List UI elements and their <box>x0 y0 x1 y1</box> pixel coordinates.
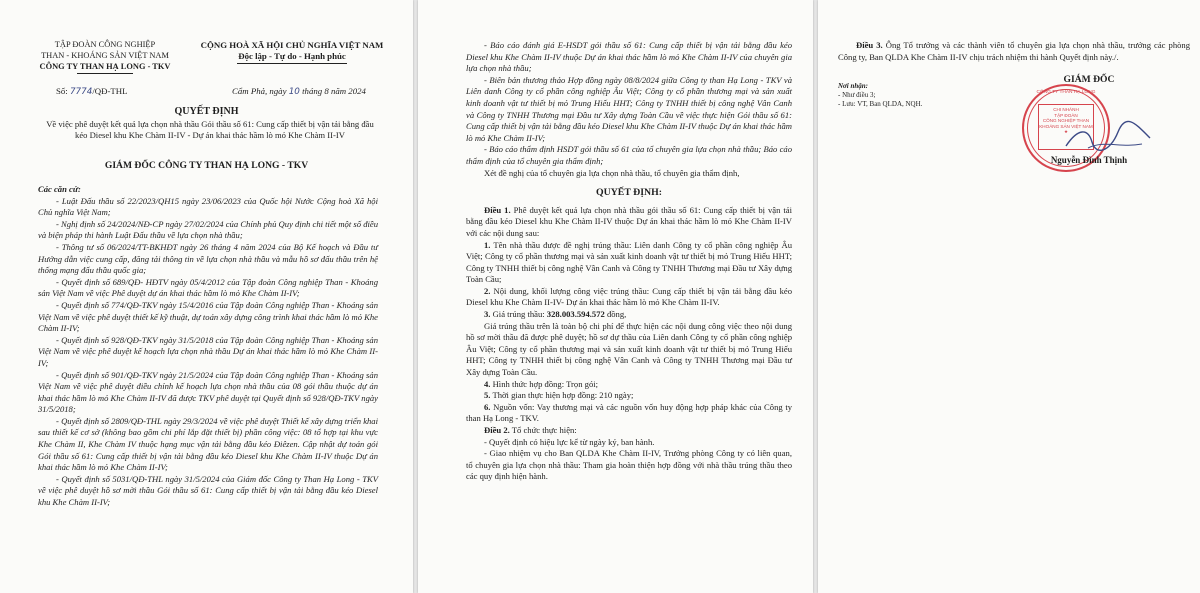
item-text: Nội dung, khối lượng công việc trúng thầu: Cung cấp thiết bị vận tải bằng đầu kéo Diesel khu Khe Chàm II-IV- Dự án khai thác hầm lò mỏ Khe Chàm II-IV. <box>466 285 792 308</box>
number-suffix: /QĐ-THL <box>92 86 128 96</box>
article-1-item-6 <box>466 402 792 425</box>
motto-underline <box>237 63 347 64</box>
basis-item: - Nghị định số 24/2024/NĐ-CP ngày 27/02/2024 của Chính phủ Quy định chi tiết một số điều và biện pháp thi hành Luật Đấu thầu về lựa chọn nhà thầu; <box>38 218 378 241</box>
basis-item: - Biên bản thương thảo Hợp đồng ngày 08/8/2024 giữa Công ty than Hạ Long - TKV và Liên danh Công ty cổ phần công nghiệp Âu Việt; Công ty cổ phần thương mại và sản xuất kinh doanh vật tư thiết bị mỏ Trung Hiếu HHT; Công ty TNHH thiết bị công nghệ Vân Canh và Công ty TNHH Thương mại Đầu tư Xây dựng Toàn Cầu về việc thực hiện Gói thầu số 61: Cung cấp thiết bị vận tải bằng đầu kéo Diesel khu Khe Chàm II-IV thuộc Dự án khai thác hầm lò mỏ Khe Chàm II-IV; <box>466 74 792 143</box>
seal-line: ★ <box>1063 129 1069 135</box>
org-line-1: TẬP ĐOÀN CÔNG NGHIỆP <box>54 40 156 49</box>
document-page-2 <box>418 0 813 593</box>
document-date <box>232 86 412 99</box>
article-1-item-2 <box>466 286 792 309</box>
basis-heading: Các căn cứ: <box>38 184 81 194</box>
item-label: 5. <box>484 390 491 401</box>
signer-title: GIÁM ĐỐC <box>1063 74 1115 85</box>
basis-item: - Luật Đấu thầu số 22/2023/QH15 ngày 23/06/2023 của Quốc hội Nước Cộng hoà Xã hội Chủ nghĩa Việt Nam; <box>38 195 378 218</box>
seal-line: KHOÁNG SẢN VIỆT NAM <box>1039 123 1093 129</box>
recipient-item: - Lưu: VT, Ban QLDA, NQH. <box>838 100 923 108</box>
issuing-organization <box>30 40 180 74</box>
signer-name: Nguyễn Đình Thịnh <box>1050 155 1128 165</box>
contract-value: 328.003.594.572 <box>546 309 605 320</box>
seal-line: TẬP ĐOÀN <box>1054 112 1078 118</box>
basis-item: - Báo cáo đánh giá E-HSDT gói thầu số 61: Cung cấp thiết bị vận tải bằng đầu kéo Diesel khu Khe Chàm II-IV thuộc Dự án khai thác hầm lò mỏ Khe Chàm II-IV của chuyên gia lựa chọn nhà thầu; <box>466 40 792 74</box>
basis-item: - Quyết định số 689/QĐ- HĐTV ngày 05/4/2012 của Tập đoàn Công nghiệp Than - Khoáng sản Việt Nam về việc Phê duyệt dự án khai thác hầm lò mỏ Khe Chàm II-IV; <box>38 276 378 299</box>
article-1-item-3 <box>466 309 792 321</box>
item-text: Giá trúng thầu: <box>490 309 547 320</box>
decision-heading: QUYẾT ĐỊNH: <box>596 187 662 199</box>
article-1-item-1 <box>466 240 792 286</box>
org-line-3: CÔNG TY THAN HẠ LONG - TKV <box>39 61 171 71</box>
handwritten-number: 7774 <box>69 87 93 97</box>
article-2 <box>466 425 792 437</box>
article-3 <box>838 40 1190 63</box>
issuing-authority: GIÁM ĐỐC CÔNG TY THAN HẠ LONG - TKV <box>104 160 309 171</box>
currency-unit: đồng, <box>604 309 627 320</box>
basis-item: - Quyết định số 901/QĐ-TKV ngày 21/5/2024 của Tập đoàn Công nghiệp Than - Khoáng sản Việt Nam về việc phê duyệt điều chỉnh kế hoạch lựa chọn nhà thầu của 08 gói thầu thuộc dự án khai thác hầm lò mỏ Khe Chàm II-IV đã được TKV phê duyệt tại Quyết định số 928/QĐ-TKV ngày 31/5/2018; <box>38 369 378 415</box>
basis-item: - Thông tư số 06/2024/TT-BKHĐT ngày 26 tháng 4 năm 2024 của Bộ Kế hoạch và Đầu tư Hướng dẫn việc cung cấp, đăng tải thông tin về lựa chọn nhà thầu và mẫu hồ sơ đấu thầu trên hệ thống mạng đấu thầu quốc gia; <box>38 241 378 276</box>
basis-item: - Quyết định số 928/QĐ-TKV ngày 31/5/2018 của Tập đoàn Công nghiệp Than - Khoáng sản Việt Nam về việc phê duyệt kế hoạch lựa chọn nhà thầu Dự án khai thác hầm lò mỏ Khe Chàm II-IV; <box>38 334 378 368</box>
proposal-text: Xét đề nghị của tổ chuyên gia lựa chọn nhà thầu, tổ chuyên gia thẩm định, <box>484 167 740 178</box>
article-2-text: Tổ chức thực hiện: <box>509 425 577 435</box>
item-text: Tên nhà thầu được đề nghị trúng thầu: Liên danh Công ty cổ phần công nghiệp Âu Việt; Công ty cổ phần thương mại và sản xuất kinh doanh vật tư thiết bị mỏ Trung Hiếu HHT; Công ty TNHH thiết bị công nghệ Vân Canh và Công ty TNHH Thương mại Đầu tư Xây dựng Toàn Cầu; <box>466 239 792 285</box>
document-subject <box>20 119 400 141</box>
item-label: 6. <box>484 401 491 412</box>
basis-item: - Báo cáo thẩm định HSDT gói thầu số 61 của tổ chuyên gia lựa chọn nhà thầu; Báo cáo thẩm định của tổ chuyên gia thẩm định; <box>466 144 792 166</box>
article-2-item: - Quyết định có hiệu lực kể từ ngày ký, ban hành. <box>484 436 655 447</box>
article-3-label: Điều 3. <box>856 40 883 50</box>
date-prefix: Cẩm Phả, ngày <box>232 86 287 96</box>
item-label: 2. <box>484 285 491 296</box>
document-number <box>56 86 176 99</box>
seal-line: CÔNG NGHIỆP THAN <box>1042 118 1090 124</box>
basis-section <box>38 184 378 509</box>
article-2-label: Điều 2. <box>484 425 510 435</box>
org-underline <box>77 73 133 74</box>
article-1-item-5 <box>466 390 792 402</box>
org-line-2: THAN - KHOÁNG SẢN VIỆT NAM <box>41 50 169 60</box>
article-1-label: Điều 1. <box>484 204 511 215</box>
subject-line-2: kéo Diesel khu Khe Chàm II-IV - Dự án khai thác hầm lò mỏ Khe Chàm II-IV <box>75 130 345 141</box>
handwritten-day: 10 <box>288 87 300 97</box>
item-text: Hình thức hợp đồng: Trọn gói; <box>490 378 599 389</box>
subject-line-1: Về việc phê duyệt kết quả lựa chọn nhà thầu Gói thầu số 61: Cung cấp thiết bị vận tải bằng đầu <box>46 119 374 129</box>
date-suffix: tháng 8 năm 2024 <box>302 86 366 96</box>
article-2-item: - Giao nhiệm vụ cho Ban QLDA Khe Chàm II-IV, Trưởng phòng Công ty có liên quan, tổ chuyên gia lựa chọn nhà thầu: Tham gia hoàn thiện hợp đồng với nhà thầu trúng thầu theo các quy định hiện hành. <box>466 448 792 482</box>
item-text: Thời gian thực hiện hợp đồng: 210 ngày; <box>490 390 634 401</box>
nation-line-1: CỘNG HOÀ XÃ HỘI CHỦ NGHĨA VIỆT NAM <box>200 40 384 50</box>
article-1-item-4 <box>466 379 792 391</box>
basis-item: - Quyết định số 2809/QĐ-THL ngày 29/3/2024 về việc phê duyệt Thiết kế xây dựng triển khai sau thiết kế cơ sở (không bao gồm chi phí lắp đặt thiết bị) phần công việc: 08 tổ hợp tại khu vực Khe Chàm II, Khe Chàm IV thuộc hạng mục vận tải bằng đầu kéo Điêzen. Cập nhật dự toán gói Gói thầu số 61: Cung cấp thiết bị vận tải bằng đầu kéo Diesel khu Khe Chàm II-IV thuộc Dự án khai thác hầm lò mỏ Khe Chàm II-IV; <box>38 415 378 473</box>
basis-item: - Quyết định số 5031/QĐ-THL ngày 31/5/2024 của Giám đốc Công ty Than Hạ Long - TKV về việc phê duyệt hồ sơ mời thầu Gói thầu số 61: Cung cấp thiết bị vận tải bằng đầu kéo Diesel khu Khe Chàm II-IV; <box>38 473 378 508</box>
handwritten-signature <box>1058 118 1158 158</box>
item-label: 1. <box>484 239 491 250</box>
nation-line-2: Độc lập - Tự do - Hạnh phúc <box>238 51 346 61</box>
seal-ring-text: CÔNG TY THAN HẠ LONG <box>1036 90 1096 95</box>
article-3-text: Ông Tổ trưởng và các thành viên tổ chuyên gia lựa chọn nhà thầu, trưởng các phòng Công ty, Ban QLDA Khe Chàm II-IV chịu trách nhiệm thi hành Quyết định này./. <box>838 40 1191 62</box>
document-page-3 <box>818 0 1200 593</box>
document-page-1 <box>0 0 413 593</box>
recipient-item: - Như điều 3; <box>838 91 876 99</box>
seal-line: CHI NHÁNH <box>1053 107 1079 112</box>
document-type: QUYẾT ĐỊNH <box>174 106 239 117</box>
number-prefix: Số: <box>56 86 68 96</box>
article-1 <box>466 205 792 240</box>
item-label: 4. <box>484 378 491 389</box>
item-text: Nguồn vốn: Vay thương mại và các nguồn vốn huy động hợp pháp khác của Công ty than Hạ Long - TKV. <box>466 401 792 424</box>
recipients-heading: Nơi nhận: <box>838 82 869 90</box>
price-detail: Giá trúng thầu trên là toàn bộ chi phí để thực hiện các nội dung công việc theo nội dung hồ sơ mời thầu đã được phê duyệt; hồ sơ dự thầu của Liên danh Công ty cổ phần công nghiệp Âu Việt; Công ty cổ phần thương mại và sản xuất kinh doanh vật tư thiết bị mỏ Trung Hiếu HHT; Công ty TNHH thiết bị công nghệ Vân Canh và Công ty TNHH Thương mại Đầu tư Xây dựng Toàn Cầu. <box>466 320 792 378</box>
national-motto <box>172 40 412 64</box>
recipients-block <box>838 82 978 109</box>
page2-body <box>466 40 792 483</box>
article-1-text: Phê duyệt kết quả lựa chọn nhà thầu gói thầu số 61: Cung cấp thiết bị vận tải bằng đầu kéo Diesel khu Khe Chàm II-IV thuộc Dự án khai thác hầm lò mỏ Khe Chàm II-IV với các nội dung sau: <box>466 204 793 238</box>
basis-item: - Quyết định số 774/QĐ-TKV ngày 15/4/2016 của Tập đoàn Công nghiệp Than - Khoáng sản Việt Nam về việc phê duyệt thiết kế kỹ thuật, dự toán xây dựng công trình khai thác hầm lò mỏ Khe Chàm II-IV; <box>38 299 378 334</box>
item-label: 3. <box>484 309 491 320</box>
